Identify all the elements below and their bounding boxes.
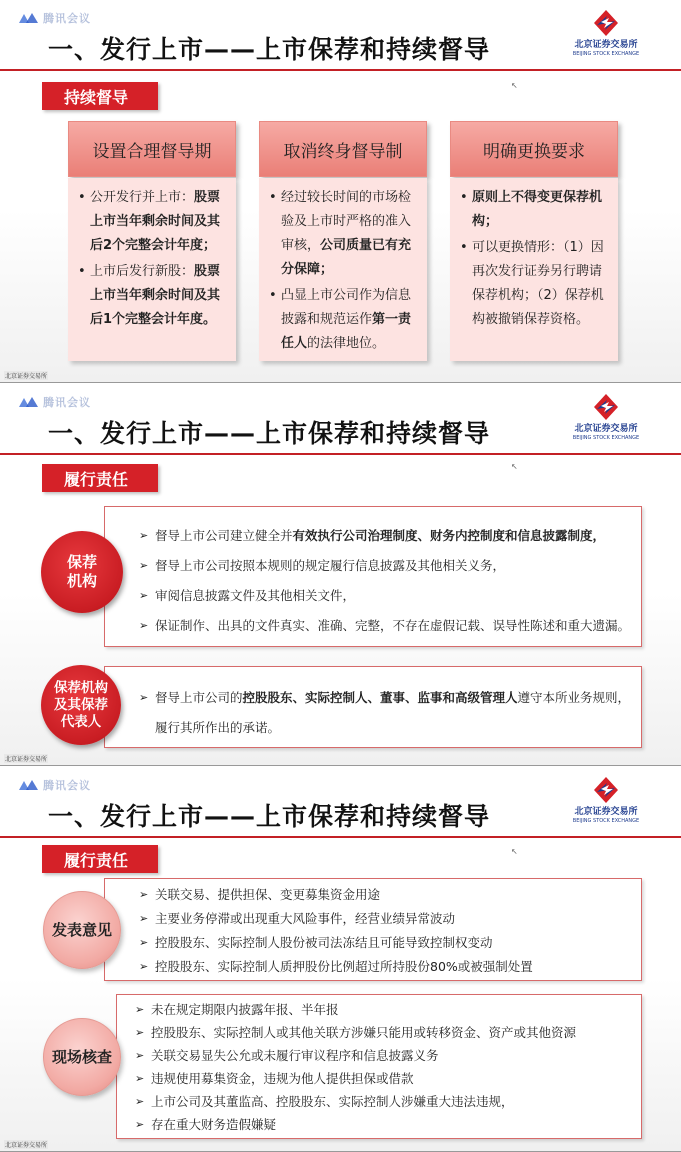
onsite-inspection-box [116, 994, 642, 1139]
tencent-meeting-logo-icon [18, 396, 40, 408]
corner-label: 北京证券交易所 [5, 756, 48, 763]
title-divider [0, 836, 681, 838]
column-body-cancel-lifetime [259, 178, 427, 361]
opinion-circle: 发表意见 [43, 891, 121, 969]
list-item: ➢ 保证制作、出具的文件真实、准确、完整，不存在虚假记载、误导性陈述和重大遗漏。 [139, 611, 641, 641]
list-item: ➢ 主要业务停滞或出现重大风险事件，经营业绩异常波动 [139, 907, 641, 931]
list-item: ➢ 控股股东、实际控制人股份被司法冻结且可能导致控制权变动 [139, 931, 641, 955]
column-body-supervision-period [68, 178, 236, 361]
column-header-supervision-period: 设置合理督导期 [68, 121, 236, 177]
column-header-replacement: 明确更换要求 [450, 121, 618, 177]
slide-title: 一、发行上市——上市保荐和持续督导 [48, 419, 491, 448]
watermark-text: 腾讯会议 [43, 12, 91, 25]
list-item: • 公开发行并上市：股票上市当年剩余时间及其后2个完整会计年度； [76, 186, 228, 258]
section-tag: 履行责任 [42, 464, 158, 492]
list-item: ➢ 上市公司及其董监高、控股股东、实际控制人涉嫌重大违法违规， [135, 1090, 641, 1113]
list-item: • 凸显上市公司作为信息披露和规范运作第一责任人的法律地位。 [267, 284, 419, 356]
section-tag: 履行责任 [42, 845, 158, 873]
list-item: • 经过较长时间的市场检验及上市时严格的准入审核，公司质量已有充分保障； [267, 186, 419, 282]
column-header-cancel-lifetime: 取消终身督导制 [259, 121, 427, 177]
tencent-meeting-logo-icon [18, 779, 40, 791]
watermark-text: 腾讯会议 [43, 396, 91, 409]
list-item: ➢ 督导上市公司按照本规则的规定履行信息披露及其他相关义务， [139, 551, 641, 581]
mouse-cursor-icon: ↖ [511, 81, 518, 90]
slide-continuous-supervision [0, 0, 681, 383]
list-item: ➢ 未在规定期限内披露年报、半年报 [135, 998, 641, 1021]
watermark-text: 腾讯会议 [43, 779, 91, 792]
sponsor-representative-circle: 保荐机构 及其保荐 代表人 [41, 665, 121, 745]
bse-logo [561, 8, 651, 62]
list-item: ➢ 控股股东、实际控制人或其他关联方涉嫌只能用或转移资金、资产或其他资源 [135, 1021, 641, 1044]
logo-english-name: BEIJING STOCK EXCHANGE [572, 818, 640, 824]
title-divider [0, 69, 681, 71]
list-item: ➢ 审阅信息披露文件及其他相关文件， [139, 581, 641, 611]
bse-logo [561, 775, 651, 829]
meeting-watermark [18, 394, 91, 410]
logo-chinese-name: 北京证券交易所 [574, 807, 638, 817]
column-body-replacement [450, 178, 618, 361]
list-item: ➢ 违规使用募集资金，违规为他人提供担保或借款 [135, 1067, 641, 1090]
tencent-meeting-logo-icon [18, 12, 40, 24]
sponsor-circle: 保荐 机构 [41, 531, 123, 613]
list-item: ➢ 督导上市公司建立健全并有效执行公司治理制度、财务内控制度和信息披露制度， [139, 521, 641, 551]
list-item: • 可以更换情形：（1）因再次发行证券另行聘请保荐机构；（2）保荐机构被撤销保荐资格。 [458, 236, 610, 332]
section-tag: 持续督导 [42, 82, 158, 110]
list-item: • 上市后发行新股：股票上市当年剩余时间及其后1个完整会计年度。 [76, 260, 228, 332]
onsite-inspection-circle: 现场核查 [43, 1018, 121, 1096]
corner-label: 北京证券交易所 [5, 373, 48, 380]
list-item: ➢ 存在重大财务造假嫌疑 [135, 1113, 641, 1136]
meeting-watermark [18, 777, 91, 793]
slide-responsibilities-2 [0, 767, 681, 1152]
slide-responsibilities-1 [0, 384, 681, 766]
meeting-watermark [18, 10, 91, 26]
logo-english-name: BEIJING STOCK EXCHANGE [572, 435, 640, 441]
logo-chinese-name: 北京证券交易所 [574, 424, 638, 434]
title-divider [0, 453, 681, 455]
logo-chinese-name: 北京证券交易所 [574, 40, 638, 50]
bse-logo-icon [591, 392, 621, 422]
list-item: ➢ 督导上市公司的控股股东、实际控制人、董事、监事和高级管理人遵守本所业务规则， 履行其所作出的承诺。 [139, 683, 633, 743]
bse-logo [561, 392, 651, 446]
bse-logo-icon [591, 8, 621, 38]
corner-label: 北京证券交易所 [5, 1142, 48, 1149]
list-item: ➢ 关联交易显失公允或未履行审议程序和信息披露义务 [135, 1044, 641, 1067]
bse-logo-icon [591, 775, 621, 805]
list-item: • 原则上不得变更保荐机构； [458, 186, 610, 234]
sponsor-representative-box [104, 666, 642, 748]
mouse-cursor-icon: ↖ [511, 847, 518, 856]
slide-title: 一、发行上市——上市保荐和持续督导 [48, 35, 491, 64]
slide-title: 一、发行上市——上市保荐和持续督导 [48, 802, 491, 831]
mouse-cursor-icon: ↖ [511, 462, 518, 471]
opinion-box [104, 878, 642, 981]
list-item: ➢ 控股股东、实际控制人质押股份比例超过所持股份80%或被强制处置 [139, 955, 641, 979]
list-item: ➢ 关联交易、提供担保、变更募集资金用途 [139, 883, 641, 907]
sponsor-duties-box [104, 506, 642, 647]
logo-english-name: BEIJING STOCK EXCHANGE [572, 51, 640, 57]
